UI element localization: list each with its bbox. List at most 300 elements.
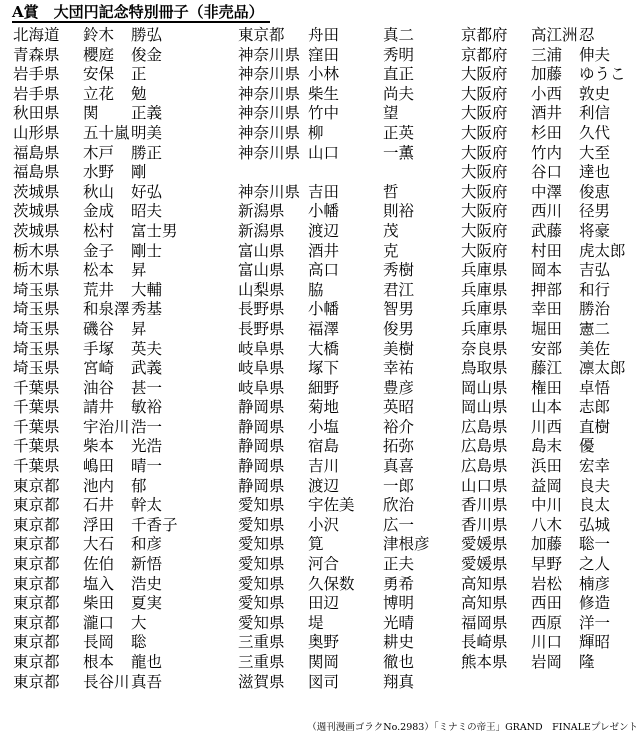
winner-given-name: 真喜	[383, 457, 415, 476]
winner-given-name: 美佐	[579, 339, 611, 358]
winner-given-name: 豊彦	[383, 378, 415, 397]
winner-entry	[13, 418, 223, 438]
winner-surname: 五十嵐	[83, 123, 130, 142]
winner-surname: 中澤	[531, 182, 563, 201]
winner-prefecture: 広島県	[461, 457, 508, 476]
winner-prefecture: 大阪府	[461, 182, 508, 201]
winner-entry	[461, 555, 644, 575]
winner-entry	[238, 300, 448, 320]
winner-given-name: 智男	[383, 300, 415, 319]
winner-surname: 荒井	[83, 280, 115, 299]
winner-surname: 渡辺	[308, 221, 340, 240]
winner-prefecture: 埼玉県	[13, 319, 60, 338]
winner-prefecture: 岩手県	[13, 84, 60, 103]
winner-entry	[238, 594, 448, 614]
winner-given-name: 敦史	[579, 84, 611, 103]
winner-given-name: 憲二	[579, 319, 611, 338]
winner-prefecture: 神奈川県	[238, 104, 301, 123]
winner-prefecture: 奈良県	[461, 339, 508, 358]
winner-entry	[461, 418, 644, 438]
winner-surname: 鈴木	[83, 26, 115, 44]
winner-given-name: 虎太郎	[579, 241, 626, 260]
winner-prefecture: 京都府	[461, 45, 508, 64]
winner-surname: 宇治川	[83, 417, 130, 436]
winner-entry	[238, 85, 448, 105]
winner-given-name: 俊恵	[579, 182, 611, 201]
winner-given-name: 之人	[579, 555, 611, 574]
winner-surname: 福澤	[308, 319, 340, 338]
winner-entry	[238, 124, 448, 144]
winner-given-name: 一郎	[383, 476, 415, 495]
winner-given-name: 耕史	[383, 633, 415, 652]
winner-given-name: 良太	[579, 496, 611, 515]
winner-entry	[238, 222, 448, 242]
winner-given-name: 直正	[383, 65, 415, 84]
winner-prefecture: 岐阜県	[238, 378, 285, 397]
winner-surname: 筧	[308, 535, 324, 554]
winner-entry	[238, 340, 448, 360]
winner-surname: 舟田	[308, 26, 340, 44]
winner-given-name: 吉弘	[579, 261, 611, 280]
winner-surname: 川西	[531, 417, 563, 436]
winner-surname: 和泉澤	[83, 300, 130, 319]
winner-surname: 木戸	[83, 143, 115, 162]
winner-entry	[13, 183, 223, 203]
winner-given-name: 弘城	[579, 515, 611, 534]
winner-prefecture: 東京都	[13, 496, 60, 515]
winner-surname: 秋山	[83, 182, 115, 201]
winner-surname: 油谷	[83, 378, 115, 397]
winner-prefecture: 東京都	[13, 653, 60, 671]
winner-entry	[238, 535, 448, 555]
winner-given-name: 裕介	[383, 417, 415, 436]
winner-surname: 三浦	[531, 45, 563, 64]
winner-prefecture: 京都府	[461, 26, 508, 44]
winner-prefecture: 神奈川県	[238, 123, 301, 142]
winner-entry	[238, 477, 448, 497]
winner-entry	[461, 320, 644, 340]
winner-given-name: 晴一	[131, 457, 163, 476]
winner-surname: 西原	[531, 613, 563, 632]
winner-surname: 菊地	[308, 398, 340, 417]
winner-prefecture: 長野県	[238, 319, 285, 338]
winner-entry	[13, 359, 223, 379]
winner-prefecture: 兵庫県	[461, 280, 508, 299]
winner-prefecture: 広島県	[461, 417, 508, 436]
winner-surname: 押部	[531, 280, 563, 299]
winner-given-name: 正義	[131, 104, 163, 123]
winner-prefecture: 茨城県	[13, 182, 60, 201]
winner-surname: 柴生	[308, 84, 340, 103]
winner-given-name: 勉	[131, 84, 147, 103]
winner-given-name: 光晴	[383, 613, 415, 632]
winner-prefecture: 香川県	[461, 496, 508, 515]
winner-given-name: 大	[131, 613, 147, 632]
winner-given-name: 真二	[383, 26, 415, 44]
winner-surname: 柴田	[83, 594, 115, 613]
winner-prefecture: 東京都	[13, 672, 60, 691]
winner-surname: 立花	[83, 84, 115, 103]
winner-prefecture: 兵庫県	[461, 261, 508, 280]
winner-prefecture: 兵庫県	[461, 300, 508, 319]
winner-given-name: 俊男	[383, 319, 415, 338]
winner-given-name: 徹也	[383, 653, 415, 671]
winner-surname: 水野	[83, 163, 115, 182]
winner-given-name: 拓弥	[383, 437, 415, 456]
winner-surname: 窪田	[308, 45, 340, 64]
winner-entry	[238, 26, 448, 46]
winner-surname: 酒井	[308, 241, 340, 260]
winner-entry	[461, 183, 644, 203]
winner-given-name: 卓悟	[579, 378, 611, 397]
winner-entry	[461, 633, 644, 653]
winner-surname: 宇佐美	[308, 496, 355, 515]
winner-surname: 塚下	[308, 359, 340, 378]
winner-given-name: ゆうこ	[579, 65, 626, 84]
winner-entry	[461, 202, 644, 222]
winner-entry	[461, 516, 644, 536]
winner-given-name: 甚一	[131, 378, 163, 397]
winner-entry	[238, 104, 448, 124]
winner-given-name: 龍也	[131, 653, 163, 671]
winner-entry	[461, 144, 644, 164]
winner-entry	[461, 379, 644, 399]
winner-prefecture: 千葉県	[13, 378, 60, 397]
winner-given-name: 楠彦	[579, 574, 611, 593]
winner-prefecture: 長崎県	[461, 633, 508, 652]
winner-surname: 堀田	[531, 319, 563, 338]
winner-given-name: 英昭	[383, 398, 415, 417]
winner-surname: 岡本	[531, 261, 563, 280]
winner-surname: 浮田	[83, 515, 115, 534]
winner-surname: 長谷川	[83, 672, 130, 691]
winner-prefecture: 兵庫県	[461, 319, 508, 338]
winner-given-name: 津根彦	[383, 535, 430, 554]
winner-surname: 谷口	[531, 163, 563, 182]
winner-given-name: 勝治	[579, 300, 611, 319]
winner-given-name: 浩史	[131, 574, 163, 593]
winner-prefecture: 福島県	[13, 143, 60, 162]
winner-surname: 請井	[83, 398, 115, 417]
winner-entry	[461, 222, 644, 242]
winner-given-name: 和行	[579, 280, 611, 299]
winner-entry	[238, 633, 448, 653]
winner-prefecture: 神奈川県	[238, 143, 301, 162]
winner-surname: 池内	[83, 476, 115, 495]
winner-prefecture: 栃木県	[13, 261, 60, 280]
winner-prefecture: 神奈川県	[238, 45, 301, 64]
winner-prefecture: 千葉県	[13, 417, 60, 436]
winner-given-name: 宏幸	[579, 457, 611, 476]
winner-given-name: 達也	[579, 163, 611, 182]
winner-given-name: 光浩	[131, 437, 163, 456]
winner-prefecture: 大阪府	[461, 123, 508, 142]
winner-surname: 吉田	[308, 182, 340, 201]
winner-given-name: 秀樹	[383, 261, 415, 280]
winner-prefecture: 秋田県	[13, 104, 60, 123]
winner-entry	[461, 496, 644, 516]
winner-entry	[238, 281, 448, 301]
winner-entry	[238, 379, 448, 399]
winner-entry	[238, 359, 448, 379]
winner-given-name: 秀明	[383, 45, 415, 64]
winner-prefecture: 東京都	[13, 535, 60, 554]
winner-given-name: 美樹	[383, 339, 415, 358]
winner-given-name: 勝正	[131, 143, 163, 162]
winner-surname: 柴本	[83, 437, 115, 456]
winner-prefecture: 愛知県	[238, 535, 285, 554]
winner-surname: 松村	[83, 221, 115, 240]
winner-entry	[13, 202, 223, 222]
winner-surname: 加藤	[531, 65, 563, 84]
winner-entry	[461, 477, 644, 497]
winner-entry	[461, 535, 644, 555]
winner-given-name: 翔真	[383, 672, 415, 691]
winner-entry	[13, 340, 223, 360]
winner-entry	[238, 437, 448, 457]
winner-prefecture: 東京都	[13, 594, 60, 613]
winner-entry	[13, 398, 223, 418]
winner-given-name: 昇	[131, 261, 147, 280]
winner-surname: 安保	[83, 65, 115, 84]
winner-given-name: 正英	[383, 123, 415, 142]
winner-surname: 岩岡	[531, 653, 563, 671]
winner-given-name: 真吾	[131, 672, 163, 691]
winner-given-name: 忍	[579, 26, 595, 44]
winner-entry	[238, 242, 448, 262]
winner-given-name: 洋一	[579, 613, 611, 632]
winner-surname: 小西	[531, 84, 563, 103]
winner-prefecture: 長野県	[238, 300, 285, 319]
winner-entry	[238, 144, 448, 164]
winner-entry	[13, 614, 223, 634]
winner-entry	[13, 594, 223, 614]
winner-given-name: 浩一	[131, 417, 163, 436]
winner-prefecture: 山梨県	[238, 280, 285, 299]
winner-prefecture: 茨城県	[13, 221, 60, 240]
winner-given-name: 久代	[579, 123, 611, 142]
winner-prefecture: 大阪府	[461, 143, 508, 162]
winner-given-name: 正	[131, 65, 147, 84]
winner-entry	[13, 437, 223, 457]
winner-given-name: 好弘	[131, 182, 163, 201]
winner-prefecture: 山口県	[461, 476, 508, 495]
winner-prefecture: 香川県	[461, 515, 508, 534]
winner-entry	[13, 653, 223, 673]
winner-prefecture: 富山県	[238, 261, 285, 280]
winner-entry	[13, 535, 223, 555]
winner-entry	[13, 496, 223, 516]
winner-prefecture: 愛知県	[238, 555, 285, 574]
winner-prefecture: 大阪府	[461, 84, 508, 103]
winner-entry	[13, 242, 223, 262]
winner-surname: 藤江	[531, 359, 563, 378]
winner-entry	[461, 46, 644, 66]
winner-prefecture: 静岡県	[238, 417, 285, 436]
winner-given-name: 利信	[579, 104, 611, 123]
winner-prefecture: 高知県	[461, 574, 508, 593]
winner-entry	[461, 261, 644, 281]
winner-entry	[238, 653, 448, 673]
winner-surname: 河合	[308, 555, 340, 574]
winner-surname: 瀧口	[83, 613, 115, 632]
winner-entry	[461, 437, 644, 457]
winner-entry	[461, 594, 644, 614]
winner-prefecture: 三重県	[238, 633, 285, 652]
winner-surname: 安部	[531, 339, 563, 358]
winner-prefecture: 福岡県	[461, 613, 508, 632]
winner-given-name: 大至	[579, 143, 611, 162]
winner-entry	[461, 242, 644, 262]
winner-prefecture: 大阪府	[461, 163, 508, 182]
winner-given-name: 幸祐	[383, 359, 415, 378]
winner-surname: 宮崎	[83, 359, 115, 378]
winner-given-name: 千香子	[131, 515, 178, 534]
winner-entry	[13, 477, 223, 497]
winner-given-name: 凛太郎	[579, 359, 626, 378]
winner-given-name: 聡	[131, 633, 147, 652]
winner-surname: 八木	[531, 515, 563, 534]
winner-prefecture: 栃木県	[13, 241, 60, 260]
winner-surname: 高口	[308, 261, 340, 280]
winner-given-name: 聡一	[579, 535, 611, 554]
winner-given-name: 君江	[383, 280, 415, 299]
winner-column-1	[13, 26, 223, 692]
winner-given-name: 武義	[131, 359, 163, 378]
winner-entry	[238, 516, 448, 536]
winner-entry	[238, 457, 448, 477]
winner-entry	[13, 261, 223, 281]
winner-entry	[238, 163, 448, 183]
winner-prefecture: 愛知県	[238, 574, 285, 593]
winner-prefecture: 静岡県	[238, 437, 285, 456]
winner-entry	[13, 673, 223, 693]
winner-prefecture: 福島県	[13, 163, 60, 182]
winner-surname: 酒井	[531, 104, 563, 123]
winner-entry	[13, 516, 223, 536]
winner-surname: 手塚	[83, 339, 115, 358]
winner-prefecture: 静岡県	[238, 398, 285, 417]
winner-surname: 竹中	[308, 104, 340, 123]
winner-entry	[461, 85, 644, 105]
winner-entry	[461, 398, 644, 418]
winner-surname: 早野	[531, 555, 563, 574]
winner-surname: 小林	[308, 65, 340, 84]
winner-prefecture: 愛媛県	[461, 555, 508, 574]
winner-given-name: 修造	[579, 594, 611, 613]
winner-entry	[461, 575, 644, 595]
winner-surname: 竹内	[531, 143, 563, 162]
winner-prefecture: 山形県	[13, 123, 60, 142]
winner-prefecture: 神奈川県	[238, 182, 301, 201]
winner-given-name: 富士男	[131, 221, 178, 240]
winner-given-name: 望	[383, 104, 399, 123]
winner-surname: 権田	[531, 378, 563, 397]
winner-given-name: 剛士	[131, 241, 163, 260]
winner-prefecture: 大阪府	[461, 241, 508, 260]
winner-prefecture: 新潟県	[238, 202, 285, 221]
winner-given-name: 輝昭	[579, 633, 611, 652]
winner-given-name: 径男	[579, 202, 611, 221]
winner-surname: 柳	[308, 123, 324, 142]
winner-given-name: 克	[383, 241, 399, 260]
winner-entry	[461, 65, 644, 85]
winner-surname: 関岡	[308, 653, 340, 671]
winner-surname: 金子	[83, 241, 115, 260]
winner-given-name: 尚夫	[383, 84, 415, 103]
winner-prefecture: 岐阜県	[238, 359, 285, 378]
winner-given-name: 直樹	[579, 417, 611, 436]
winner-entry	[13, 379, 223, 399]
winner-surname: 根本	[83, 653, 115, 671]
winner-entry	[461, 104, 644, 124]
winner-surname: 奥野	[308, 633, 340, 652]
winner-surname: 小沢	[308, 515, 340, 534]
winner-given-name: 昭夫	[131, 202, 163, 221]
winner-prefecture: 東京都	[13, 555, 60, 574]
winner-surname: 高江洲	[531, 26, 578, 44]
winner-given-name: 博明	[383, 594, 415, 613]
winner-prefecture: 神奈川県	[238, 84, 301, 103]
winner-prefecture: 青森県	[13, 45, 60, 64]
winner-given-name: 俊金	[131, 45, 163, 64]
winner-entry	[461, 300, 644, 320]
winner-prefecture: 愛知県	[238, 496, 285, 515]
winner-prefecture: 鳥取県	[461, 359, 508, 378]
winner-surname: 磯谷	[83, 319, 115, 338]
winner-surname: 川口	[531, 633, 563, 652]
winner-surname: 田辺	[308, 594, 340, 613]
winner-prefecture: 東京都	[238, 26, 285, 44]
winner-surname: 嶋田	[83, 457, 115, 476]
winner-surname: 加藤	[531, 535, 563, 554]
winner-surname: 脇	[308, 280, 324, 299]
winner-surname: 堤	[308, 613, 324, 632]
winner-surname: 西田	[531, 594, 563, 613]
winner-entry	[238, 398, 448, 418]
winner-prefecture: 大阪府	[461, 221, 508, 240]
winner-surname: 石井	[83, 496, 115, 515]
winner-given-name: 昇	[131, 319, 147, 338]
winner-given-name: 勇希	[383, 574, 415, 593]
winner-surname: 大石	[83, 535, 115, 554]
winner-surname: 小幡	[308, 300, 340, 319]
winner-surname: 長岡	[83, 633, 115, 652]
winner-surname: 塩入	[83, 574, 115, 593]
winner-entry	[461, 124, 644, 144]
winner-prefecture: 東京都	[13, 633, 60, 652]
winner-prefecture: 北海道	[13, 26, 60, 44]
winner-surname: 櫻庭	[83, 45, 115, 64]
winner-given-name: 大輔	[131, 280, 163, 299]
winner-entry	[461, 26, 644, 46]
winner-entry	[13, 281, 223, 301]
winner-entry	[13, 104, 223, 124]
footer-note: （週刊漫画ゴラクNo.2983）「ミナミの帝王」GRAND FINALEプレゼント	[307, 722, 638, 733]
winner-column-3	[461, 26, 644, 673]
winner-prefecture: 熊本県	[461, 653, 508, 671]
winner-prefecture: 東京都	[13, 613, 60, 632]
winner-surname: 久保数	[308, 574, 355, 593]
winner-given-name: 和彦	[131, 535, 163, 554]
winner-entry	[13, 26, 223, 46]
winner-prefecture: 神奈川県	[238, 65, 301, 84]
winner-entry	[238, 496, 448, 516]
winner-prefecture: 静岡県	[238, 476, 285, 495]
winner-prefecture: 千葉県	[13, 457, 60, 476]
winner-surname: 小塩	[308, 417, 340, 436]
winner-entry	[13, 163, 223, 183]
